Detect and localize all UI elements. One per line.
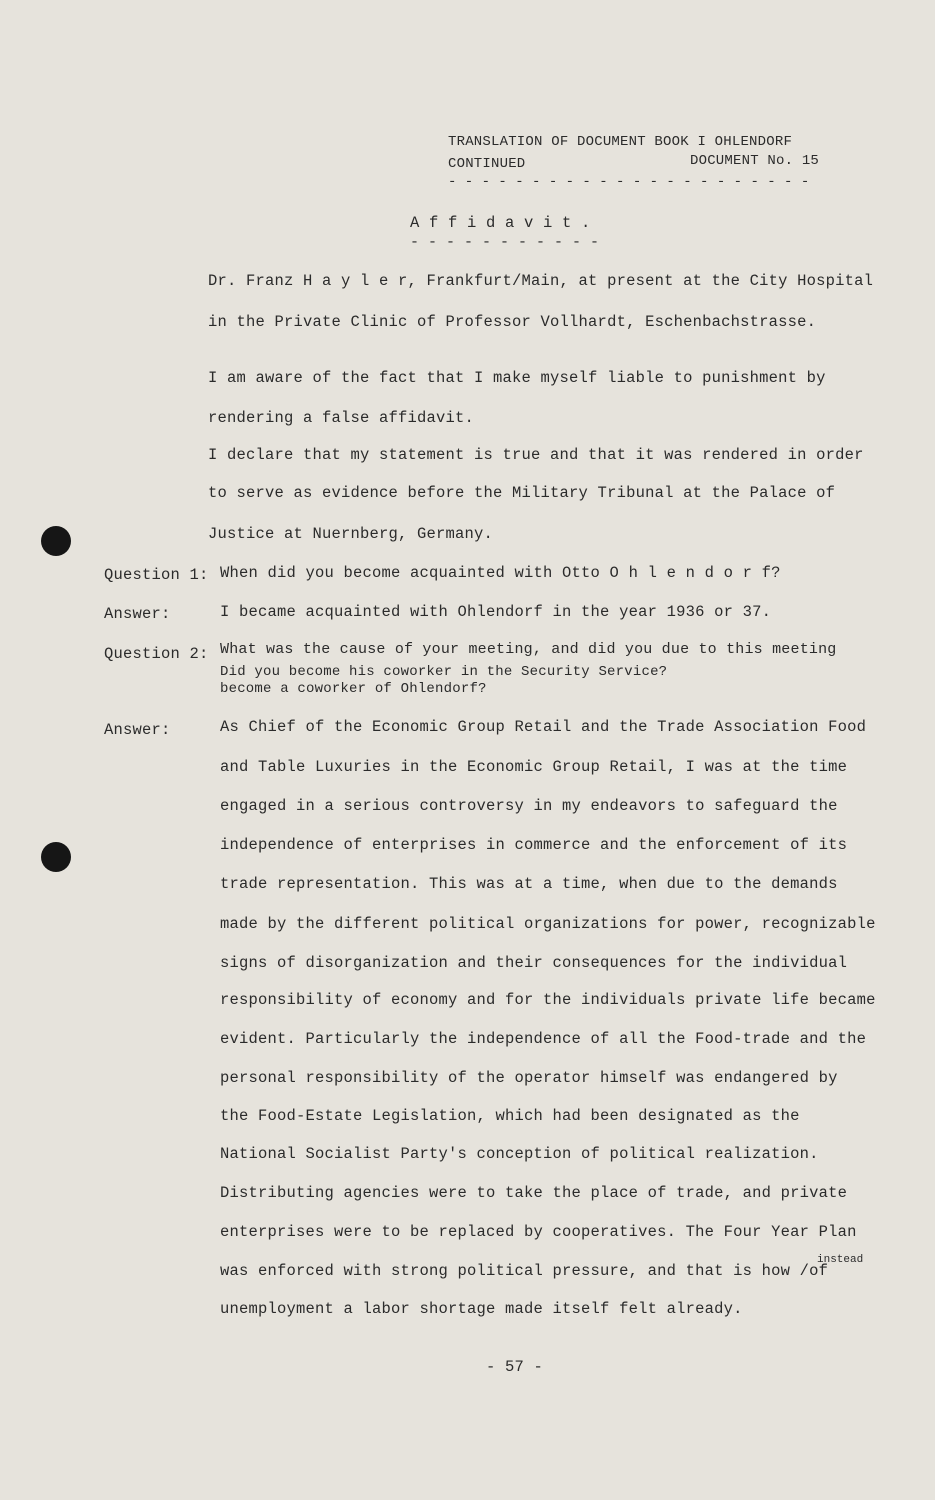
answer-2-line-9: evident. Particularly the independence of all the Food-trade and the <box>220 1030 867 1048</box>
answer-2-line-4: independence of enterprises in commerce and the enforcement of its <box>220 836 848 854</box>
intro-line-1: Dr. Franz H a y l e r, Frankfurt/Main, at present at the City Hospital <box>208 272 874 290</box>
oath-line-4: to serve as evidence before the Military Tribunal at the Palace of <box>208 484 836 502</box>
answer-2-line-16: unemployment a labor shortage made itself felt already. <box>220 1300 743 1318</box>
answer-2-label: Answer: <box>104 721 171 739</box>
header-rule: - - - - - - - - - - - - - - - - - - - - - - <box>448 174 810 190</box>
question-2-label: Question 2: <box>104 645 209 663</box>
answer-2-line-2: and Table Luxuries in the Economic Group Retail, I was at the time <box>220 758 848 776</box>
answer-2-line-13: Distributing agencies were to take the place of trade, and private <box>220 1184 848 1202</box>
oath-line-5: Justice at Nuernberg, Germany. <box>208 525 494 543</box>
handwritten-insert: instead <box>817 1254 864 1266</box>
answer-2-line-7: signs of disorganization and their consequences for the individual <box>220 954 848 972</box>
document-title: A f f i d a v i t . <box>410 214 591 232</box>
answer-2-line-1: As Chief of the Economic Group Retail and the Trade Association Food <box>220 718 867 736</box>
header-continued: CONTINUED <box>448 156 526 172</box>
answer-2-line-14: enterprises were to be replaced by cooperatives. The Four Year Plan <box>220 1223 857 1241</box>
answer-2-line-5: trade representation. This was at a time, when due to the demands <box>220 875 838 893</box>
answer-1-label: Answer: <box>104 605 171 623</box>
answer-2-line-15: was enforced with strong political pressure, and that is how /of <box>220 1262 829 1280</box>
question-1-label: Question 1: <box>104 566 209 584</box>
oath-line-2: rendering a false affidavit. <box>208 409 475 427</box>
header-document-number: DOCUMENT No. 15 <box>690 153 820 169</box>
question-2-line-3: become a coworker of Ohlendorf? <box>220 681 487 697</box>
header-line-1: TRANSLATION OF DOCUMENT BOOK I OHLENDORF <box>448 134 793 150</box>
question-2-line-1: What was the cause of your meeting, and did you due to this meeting <box>220 641 837 658</box>
answer-1-text: I became acquainted with Ohlendorf in the year 1936 or 37. <box>220 603 772 621</box>
answer-2-line-3: engaged in a serious controversy in my endeavors to safeguard the <box>220 797 838 815</box>
oath-line-1: I am aware of the fact that I make myself liable to punishment by <box>208 369 826 387</box>
question-1-text: When did you become acquainted with Otto O h l e n d o r f? <box>220 564 781 582</box>
answer-2-line-10: personal responsibility of the operator himself was endangered by <box>220 1069 838 1087</box>
question-2-line-2: Did you become his coworker in the Security Service? <box>220 664 668 680</box>
title-rule: - - - - - - - - - - - <box>410 234 600 251</box>
answer-2-line-12: National Socialist Party's conception of political realization. <box>220 1145 819 1163</box>
oath-line-3: I declare that my statement is true and that it was rendered in order <box>208 446 864 464</box>
answer-2-line-6: made by the different political organizations for power, recognizable <box>220 915 876 933</box>
punch-hole-bottom <box>41 842 71 872</box>
page-number: - 57 - <box>486 1358 544 1376</box>
punch-hole-top <box>41 526 71 556</box>
answer-2-line-8: responsibility of economy and for the individuals private life became <box>220 991 876 1009</box>
answer-2-line-11: the Food-Estate Legislation, which had been designated as the <box>220 1107 800 1125</box>
intro-line-2: in the Private Clinic of Professor Vollhardt, Eschenbachstrasse. <box>208 313 817 331</box>
